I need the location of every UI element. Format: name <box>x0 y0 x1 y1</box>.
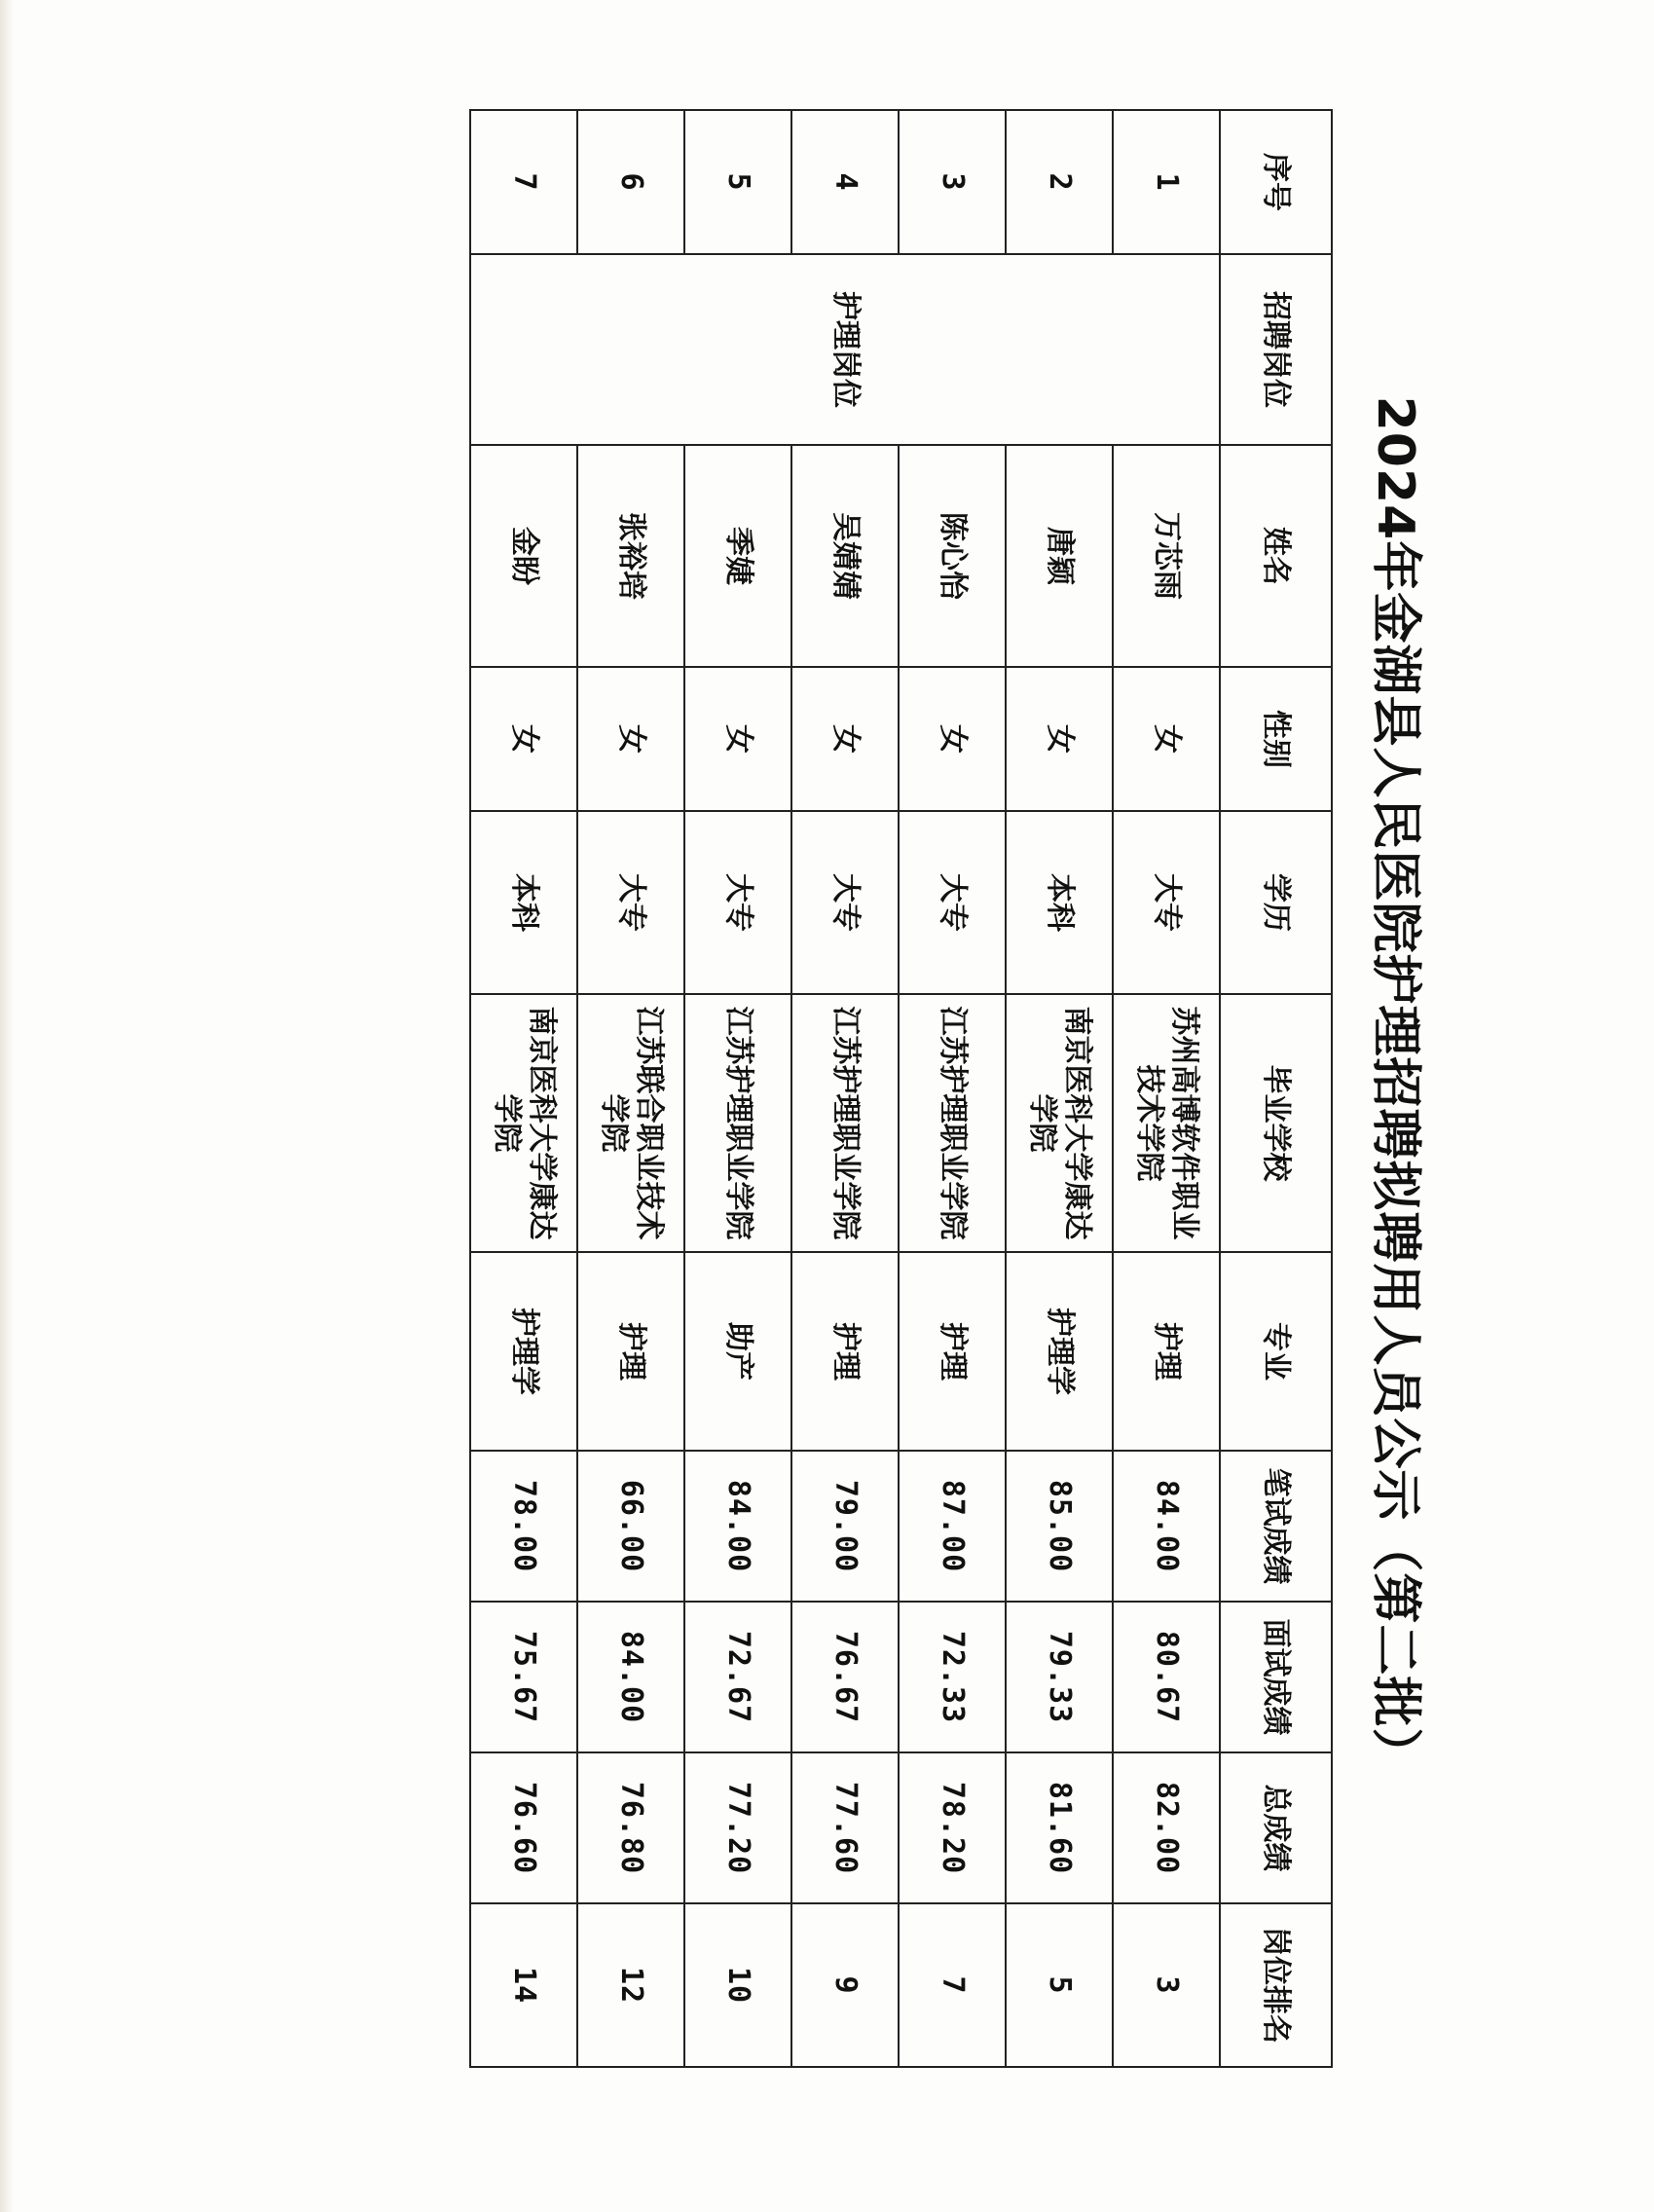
header-position: 招聘岗位 <box>1220 254 1332 445</box>
cell-name: 季婕 <box>684 445 791 667</box>
cell-name: 吴婧婧 <box>791 445 899 667</box>
cell-education: 大专 <box>791 811 899 994</box>
cell-written-score: 78.00 <box>470 1451 577 1602</box>
cell-major: 护理 <box>899 1252 1006 1451</box>
table-row <box>1113 110 1220 2067</box>
cell-position: 护理岗位 <box>470 254 1220 445</box>
cell-no: 4 <box>791 110 899 254</box>
document-title: 2024年金湖县人民医院护理招聘拟聘用人员公示（第二批） <box>1366 395 1424 1780</box>
rotated-content <box>471 109 1449 2066</box>
cell-interview-score: 79.33 <box>1006 1602 1113 1752</box>
cell-total-score: 81.60 <box>1006 1752 1113 1903</box>
cell-rank: 3 <box>1113 1903 1220 2067</box>
header-row <box>1220 110 1332 2067</box>
cell-name: 万芯雨 <box>1113 445 1220 667</box>
scan-shadow <box>0 0 14 2212</box>
cell-education: 大专 <box>1113 811 1220 994</box>
cell-no: 5 <box>684 110 791 254</box>
header-no: 序号 <box>1220 110 1332 254</box>
cell-name: 陈心怡 <box>899 445 1006 667</box>
cell-school: 江苏联合职业技术学院 <box>577 994 684 1252</box>
cell-gender: 女 <box>791 667 899 811</box>
cell-written-score: 66.00 <box>577 1451 684 1602</box>
cell-gender: 女 <box>470 667 577 811</box>
cell-rank: 10 <box>684 1903 791 2067</box>
cell-name: 唐颖 <box>1006 445 1113 667</box>
cell-written-score: 84.00 <box>684 1451 791 1602</box>
cell-rank: 12 <box>577 1903 684 2067</box>
cell-written-score: 84.00 <box>1113 1451 1220 1602</box>
header-total-score: 总成绩 <box>1220 1752 1332 1903</box>
cell-interview-score: 80.67 <box>1113 1602 1220 1752</box>
cell-education: 大专 <box>684 811 791 994</box>
results-table <box>469 109 1333 2068</box>
cell-written-score: 79.00 <box>791 1451 899 1602</box>
cell-total-score: 82.00 <box>1113 1752 1220 1903</box>
cell-school: 南京医科大学康达学院 <box>1006 994 1113 1252</box>
cell-major: 护理 <box>1113 1252 1220 1451</box>
header-rank: 岗位排名 <box>1220 1903 1332 2067</box>
cell-total-score: 78.20 <box>899 1752 1006 1903</box>
cell-rank: 7 <box>899 1903 1006 2067</box>
cell-gender: 女 <box>684 667 791 811</box>
cell-total-score: 76.60 <box>470 1752 577 1903</box>
cell-gender: 女 <box>1113 667 1220 811</box>
cell-name: 张裕培 <box>577 445 684 667</box>
cell-school: 江苏护理职业学院 <box>791 994 899 1252</box>
header-gender: 性别 <box>1220 667 1332 811</box>
cell-school: 江苏护理职业学院 <box>684 994 791 1252</box>
header-major: 专业 <box>1220 1252 1332 1451</box>
cell-major: 护理 <box>791 1252 899 1451</box>
cell-written-score: 87.00 <box>899 1451 1006 1602</box>
header-name: 姓名 <box>1220 445 1332 667</box>
cell-interview-score: 72.67 <box>684 1602 791 1752</box>
cell-education: 大专 <box>899 811 1006 994</box>
cell-rank: 5 <box>1006 1903 1113 2067</box>
cell-no: 2 <box>1006 110 1113 254</box>
cell-total-score: 76.80 <box>577 1752 684 1903</box>
cell-education: 本科 <box>470 811 577 994</box>
header-interview-score: 面试成绩 <box>1220 1602 1332 1752</box>
cell-total-score: 77.60 <box>791 1752 899 1903</box>
cell-gender: 女 <box>1006 667 1113 811</box>
header-school: 毕业学校 <box>1220 994 1332 1252</box>
cell-education: 本科 <box>1006 811 1113 994</box>
cell-interview-score: 75.67 <box>470 1602 577 1752</box>
cell-gender: 女 <box>899 667 1006 811</box>
cell-school: 南京医科大学康达学院 <box>470 994 577 1252</box>
cell-major: 护理学 <box>1006 1252 1113 1451</box>
cell-interview-score: 72.33 <box>899 1602 1006 1752</box>
cell-major: 护理 <box>577 1252 684 1451</box>
cell-major: 助产 <box>684 1252 791 1451</box>
header-education: 学历 <box>1220 811 1332 994</box>
cell-no: 7 <box>470 110 577 254</box>
cell-no: 6 <box>577 110 684 254</box>
cell-interview-score: 84.00 <box>577 1602 684 1752</box>
cell-no: 1 <box>1113 110 1220 254</box>
header-written-score: 笔试成绩 <box>1220 1451 1332 1602</box>
cell-interview-score: 76.67 <box>791 1602 899 1752</box>
cell-rank: 9 <box>791 1903 899 2067</box>
cell-major: 护理学 <box>470 1252 577 1451</box>
cell-school: 江苏护理职业学院 <box>899 994 1006 1252</box>
cell-name: 金盼 <box>470 445 577 667</box>
cell-rank: 14 <box>470 1903 577 2067</box>
cell-no: 3 <box>899 110 1006 254</box>
cell-school: 苏州高博软件职业技术学院 <box>1113 994 1220 1252</box>
cell-total-score: 77.20 <box>684 1752 791 1903</box>
cell-gender: 女 <box>577 667 684 811</box>
cell-education: 大专 <box>577 811 684 994</box>
cell-written-score: 85.00 <box>1006 1451 1113 1602</box>
